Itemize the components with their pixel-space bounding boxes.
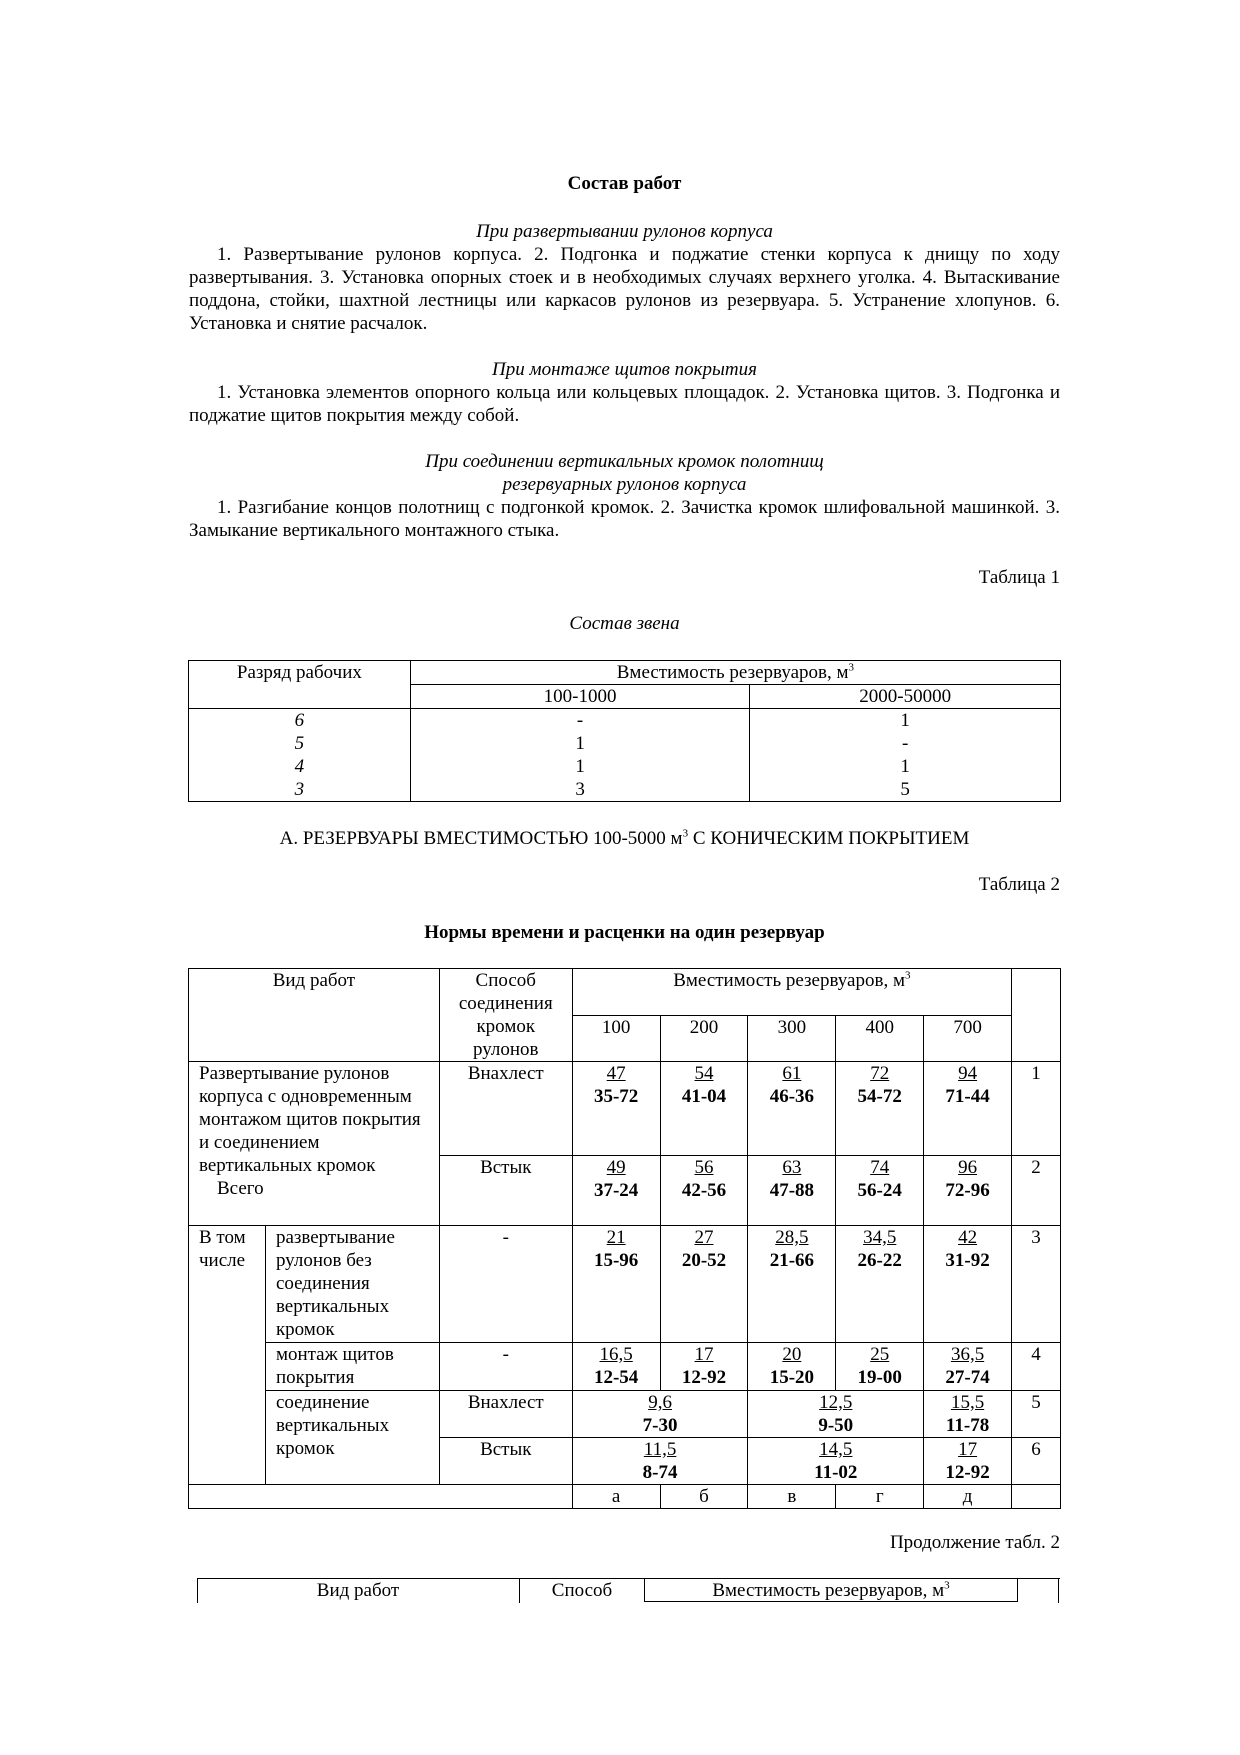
table-header-cell: Вместимость резервуаров, $м^3$: [572, 969, 1011, 1016]
table-cell: 61 46-36: [748, 1062, 836, 1156]
table-header-cell: Разряд рабочих: [189, 661, 411, 709]
table-cell: 1: [750, 709, 1061, 733]
table-row-header: монтаж щитов покрытия: [265, 1343, 439, 1391]
table-cell: 42 31-92: [924, 1226, 1012, 1343]
table-cell: -: [410, 709, 750, 733]
table-cell: 72 54-72: [836, 1062, 924, 1156]
table-cell: 6: [1012, 1438, 1061, 1485]
table-header-cell: Способ соединения кромок рулонов: [439, 969, 572, 1062]
table-cell: 12,5 9-50: [748, 1391, 924, 1438]
table-label: Продолжение табл. 2: [889, 1532, 1060, 1553]
table-cell: 3: [410, 778, 750, 802]
table-cell: 5: [750, 778, 1061, 802]
continuation-table: [197, 1578, 1060, 1603]
table-row-header: Развертывание рулонов корпуса с одновременным монтажом щитов покрытия и соединением вертикальных кромок Всего: [189, 1062, 440, 1226]
table-cell: 11,5 8-74: [572, 1438, 748, 1485]
table-row-header: соединение вертикальных кромок: [265, 1391, 439, 1485]
table-caption: Состав звена: [569, 613, 680, 634]
table-cell: 21 15-96: [572, 1226, 660, 1343]
table-cell: 34,5 26-22: [836, 1226, 924, 1343]
table-cell: г: [836, 1485, 924, 1509]
crew-table: [188, 660, 1061, 802]
table-cell: 17 12-92: [924, 1438, 1012, 1485]
table-cell: 49 37-24: [572, 1156, 660, 1226]
table-cell: 28,5 21-66: [748, 1226, 836, 1343]
table-cell: 15,5 11-78: [924, 1391, 1012, 1438]
section-heading: При монтаже щитов покрытия: [492, 359, 757, 380]
page-title: Состав работ: [567, 173, 682, 194]
table-header-cell: Вид работ: [189, 969, 440, 1062]
table-header-cell: 400: [836, 1015, 924, 1062]
table-header-cell: Способ: [551, 1580, 613, 1601]
table-header-cell: [1012, 969, 1061, 1062]
table-cell: 54 41-04: [660, 1062, 748, 1156]
table-cell: Внахлест: [439, 1391, 572, 1438]
table-header-cell: Вместимость резервуаров, $м^3$: [644, 1579, 1018, 1602]
table-cell: 36,5 27-74: [924, 1343, 1012, 1391]
table-cell: -: [439, 1343, 572, 1391]
section-heading: При развертывании рулонов корпуса: [476, 221, 773, 242]
table-cell: 27 20-52: [660, 1226, 748, 1343]
table-cell: 5: [189, 732, 411, 755]
table-cell: 4: [1012, 1343, 1061, 1391]
norms-table: [188, 968, 1061, 1509]
table-header-cell: 300: [748, 1015, 836, 1062]
table-cell: 6: [189, 709, 411, 733]
table-cell: 63 47-88: [748, 1156, 836, 1226]
table-cell: 74 56-24: [836, 1156, 924, 1226]
table-cell: 17 12-92: [660, 1343, 748, 1391]
table-cell: 3: [189, 778, 411, 802]
table-label: Таблица 1: [978, 567, 1060, 588]
table-cell: в: [748, 1485, 836, 1509]
table-cell: Встык: [439, 1438, 572, 1485]
table-cell: 25 19-00: [836, 1343, 924, 1391]
section-text: 1. Разгибание концов полотнищ с подгонкой кромок. 2. Зачистка кромок шлифовальной машинкой. 3. Замыкание вертикального монтажного стыка.: [189, 497, 1060, 541]
table-cell: а: [572, 1485, 660, 1509]
table-cell: [189, 1485, 573, 1509]
table-cell: 2: [1012, 1156, 1061, 1226]
table-cell: 96 72-96: [924, 1156, 1012, 1226]
table-cell: [1012, 1485, 1061, 1509]
section-heading: При соединении вертикальных кромок полотнищ: [425, 451, 824, 472]
table-cell: 1: [1012, 1062, 1061, 1156]
table-cell: 3: [1012, 1226, 1061, 1343]
table-cell: д: [924, 1485, 1012, 1509]
table-header-cell: Вид работ: [316, 1580, 400, 1601]
table-cell: -: [750, 732, 1061, 755]
table-cell: 5: [1012, 1391, 1061, 1438]
table-cell: 47 35-72: [572, 1062, 660, 1156]
table-cell: 1: [750, 755, 1061, 778]
table-cell: Встык: [439, 1156, 572, 1226]
table-cell: Внахлест: [439, 1062, 572, 1156]
table-cell: 20 15-20: [748, 1343, 836, 1391]
table-row-header: В том числе: [189, 1226, 266, 1485]
section-a-heading: А. РЕЗЕРВУАРЫ ВМЕСТИМОСТЬЮ 100-5000 $м^3$ С КОНИЧЕСКИМ ПОКРЫТИЕМ: [279, 827, 970, 849]
table-header-cell: Вместимость резервуаров, $м^3$: [410, 661, 1060, 685]
table-header-cell: 200: [660, 1015, 748, 1062]
table-label: Таблица 2: [978, 874, 1060, 895]
table-header-cell: 2000-50000: [750, 685, 1061, 709]
section-text: 1. Развертывание рулонов корпуса. 2. Подгонка и поджатие стенки корпуса к днищу по ходу развертывания. 3. Установка опорных стоек и в необходимых случаях верхнего уголка. 4. Вытаскивание поддона, стойки, шахтной лестницы или каркасов рулонов из резервуара. 5. Устранение хлопунов. 6. Установка и снятие расчалок.: [189, 244, 1060, 334]
table-cell: 14,5 11-02: [748, 1438, 924, 1485]
table-cell: 9,6 7-30: [572, 1391, 748, 1438]
table-cell: 56 42-56: [660, 1156, 748, 1226]
table-cell: 1: [410, 755, 750, 778]
table-row-header: развертывание рулонов без соединения вертикальных кромок: [265, 1226, 439, 1343]
table-cell: 1: [410, 732, 750, 755]
table-header-cell: 100-1000: [410, 685, 750, 709]
table-cell: 94 71-44: [924, 1062, 1012, 1156]
table-cell: -: [439, 1226, 572, 1343]
section-text: 1. Установка элементов опорного кольца или кольцевых площадок. 2. Установка щитов. 3. Подгонка и поджатие щитов покрытия между собой.: [189, 382, 1060, 426]
table-cell: 4: [189, 755, 411, 778]
table-cell: б: [660, 1485, 748, 1509]
table-header-cell: 700: [924, 1015, 1012, 1062]
table-header-cell: 100: [572, 1015, 660, 1062]
section-heading: резервуарных рулонов корпуса: [502, 474, 747, 495]
table-cell: 16,5 12-54: [572, 1343, 660, 1391]
table-caption: Нормы времени и расценки на один резервуар: [424, 922, 825, 943]
